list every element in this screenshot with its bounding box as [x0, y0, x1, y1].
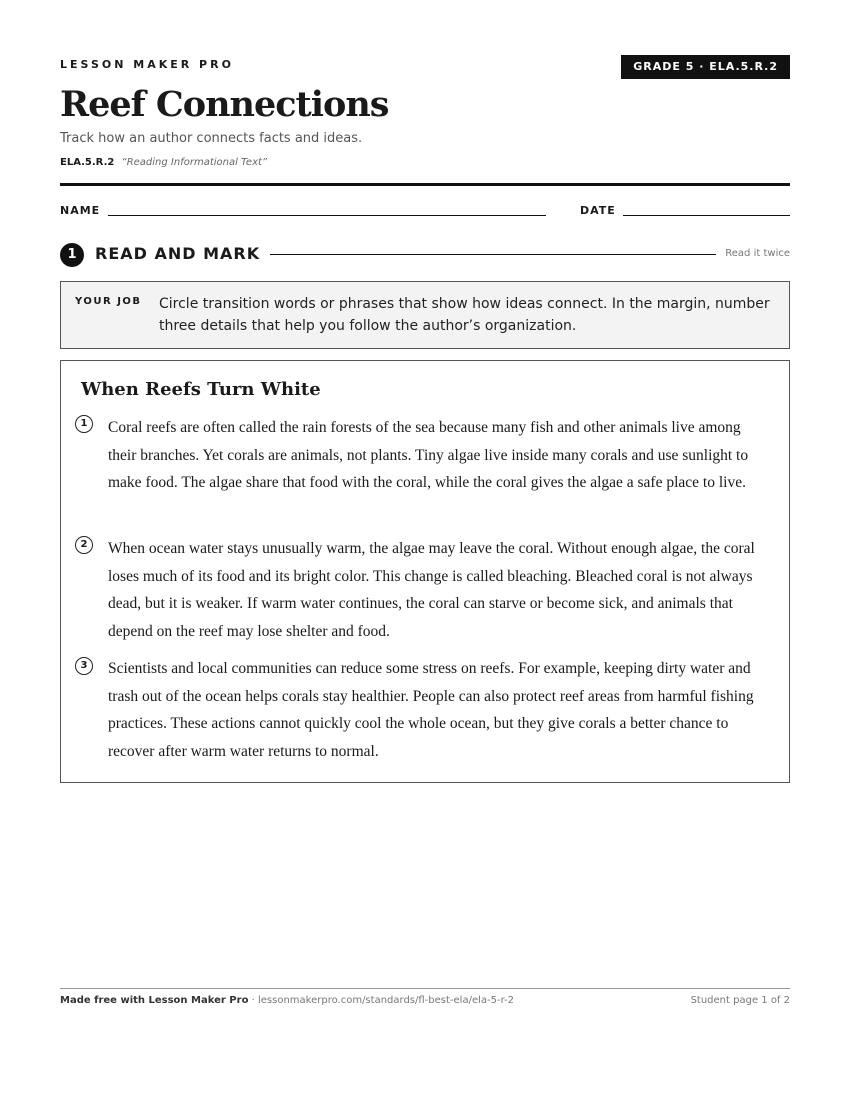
- page-title: Reef Connections: [60, 84, 389, 125]
- worksheet-page: [60, 0, 790, 1100]
- date-field[interactable]: [623, 215, 790, 216]
- instructions-label: YOUR JOB: [75, 296, 142, 307]
- paragraph-text: Coral reefs are often called the rain forests of the sea because many fish and other animals live among their branches. Yet corals are animals, not plants. Tiny algae live inside many corals and use sunlight to make food. The algae share that food with the coral, while the coral gives the algae a safe place to live.: [108, 419, 749, 491]
- standard-line: [60, 157, 267, 168]
- section-number-badge: 1: [60, 243, 84, 267]
- instructions-text: Circle transition words or phrases that show how ideas connect. In the margin, number three details that help you follow the author’s organization.: [159, 296, 770, 334]
- paragraph-number: 3: [75, 657, 93, 675]
- section-note: Read it twice: [725, 248, 790, 259]
- paragraph-text: When ocean water stays unusually warm, the algae may leave the coral. Without enough algae, the coral loses much of its food and its bright color. This change is called bleaching. Bleached coral is not always dead, but it is weaker. If warm water continues, the coral can starve or become sick, and animals that depend on the reef may lose shelter and food.: [108, 540, 755, 640]
- page-subtitle: Track how an author connects facts and ideas.: [60, 131, 363, 146]
- paragraph-text: Scientists and local communities can reduce some stress on reefs. For example, keeping dirty water and trash out of the ocean helps corals stay healthier. People can also protect reef areas from harmful fishing practices. These actions cannot quickly cool the whole ocean, but they give corals a better chance to recover after warm water returns to normal.: [108, 660, 754, 760]
- name-label: NAME: [60, 204, 101, 217]
- paragraph-number: 2: [75, 536, 93, 554]
- header-divider: [60, 183, 790, 186]
- grade-badge: GRADE 5 · ELA.5.R.2: [621, 55, 790, 79]
- passage-title: When Reefs Turn White: [81, 379, 321, 400]
- standard-code: ELA.5.R.2: [60, 157, 115, 168]
- section-divider: [270, 254, 716, 255]
- footer-divider: [60, 988, 790, 989]
- section-title: READ AND MARK: [95, 244, 261, 263]
- footer-credit: [60, 995, 514, 1006]
- instructions-box: [60, 281, 790, 349]
- reading-passage: [60, 360, 790, 783]
- standard-name: “Reading Informational Text”: [121, 157, 268, 168]
- name-field[interactable]: [108, 215, 546, 216]
- page-indicator: Student page 1 of 2: [690, 995, 790, 1006]
- footer-url: · lessonmakerpro.com/standards/fl-best-ela/ela-5-r-2: [248, 995, 515, 1006]
- brand-name: LESSON MAKER PRO: [60, 58, 234, 71]
- date-label: DATE: [580, 204, 616, 217]
- paragraph-number: 1: [75, 415, 93, 433]
- footer-brand: Made free with Lesson Maker Pro: [60, 995, 249, 1006]
